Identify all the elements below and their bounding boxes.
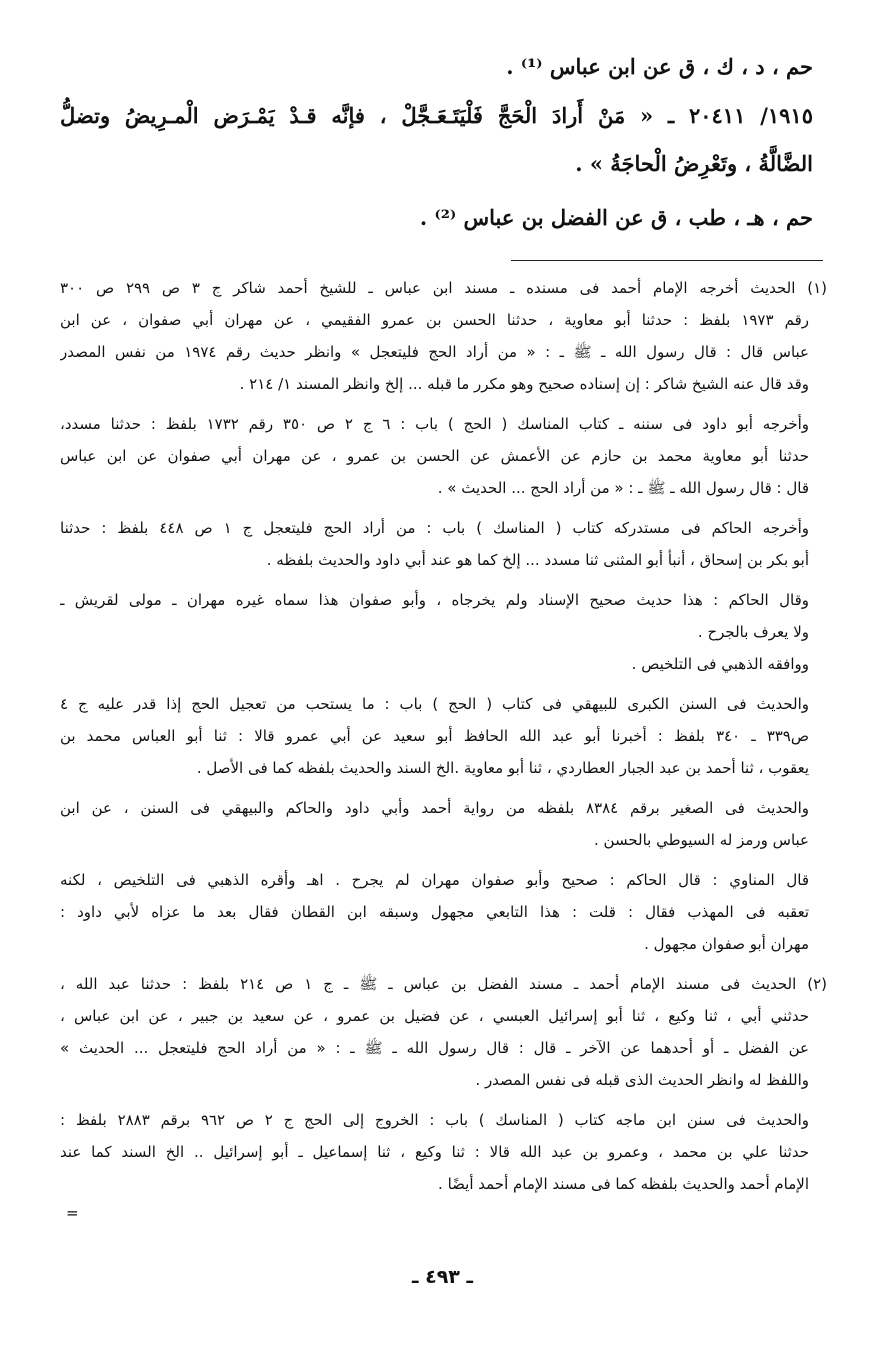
footnote-line: أبو بكر بن إسحاق ، أنبأ أبو المثنى ثنا مسدد ... إلخ كما هو عند أبي داود والحديث بلفظه . bbox=[266, 551, 809, 569]
footnote-line: ص٣٣٩ ـ ٣٤٠ بلفظ : أخبرنا أبو عبد الله الحافظ أبو سعيد عن أبي عمرو قالا : ثنا أبو العباس محمد بن bbox=[60, 727, 809, 745]
footnote-line: حدثني أبي ، ثنا وكيع ، ثنا أبو إسرائيل العبسي ، عن فضيل بن عمرو ، عن سعيد بن جبير ، عن ابن عباس ، bbox=[60, 1007, 809, 1025]
footnote-line: وأخرجه أبو داود فى سننه ـ كتاب المناسك ( الحج ) باب : ٦ ج ٢ ص ٣٥٠ رقم ١٧٣٢ بلفظ : حدثنا مسدد، bbox=[60, 415, 809, 433]
continuation-mark: = bbox=[66, 1204, 79, 1222]
footnote-separator bbox=[511, 260, 823, 261]
footnote-line: يعقوب ، ثنا أحمد بن عبد الجبار العطاردي ، ثنا أبو معاوية .الخ السند والحديث بلفظه كما فى الأصل . bbox=[196, 759, 809, 777]
footnote-line: قال : قال رسول الله ـ ﷺ ـ : « من أراد الحج ... الحديث » . bbox=[437, 479, 809, 497]
footnote-line: حدثنا علي بن محمد ، وعمرو بن عبد الله قالا : ثنا وكيع ، ثنا إسماعيل ـ أبو إسرائيل .. الخ السند كما عند bbox=[60, 1143, 809, 1161]
footnote-line: وقد قال عنه الشيخ شاكر : إن إسناده صحيح وهو مكرر ما قبله ... إلخ وانظر المسند ١/ ٢١٤ . bbox=[239, 375, 809, 393]
source-line-1: حم ، د ، ك ، ق عن ابن عباس ⁽¹⁾ . bbox=[506, 54, 813, 79]
footnote-line: (٢) الحديث فى مسند الإمام أحمد ـ مسند الفضل بن عباس ـ ﷺ ـ ج ١ ص ٢١٤ بلفظ : حدثنا عبد الله ، bbox=[60, 975, 827, 993]
page-number: ـ ٤٩٣ ـ bbox=[411, 1266, 473, 1288]
footnote-line: قال المناوي : قال الحاكم : صحيح وأبو صفوان مهران لم يجرح . اهـ وأقره الذهبي فى التلخيص ، لكنه bbox=[60, 871, 809, 889]
source-line-2: حم ، هـ ، طب ، ق عن الفضل بن عباس ⁽²⁾ . bbox=[419, 205, 813, 230]
footnote-line: ووافقه الذهبي فى التلخيص . bbox=[631, 655, 809, 673]
footnote-line: رقم ١٩٧٣ بلفظ : حدثنا أبو معاوية ، حدثنا الحسن بن عمرو الفقيمي ، عن مهران أبي صفوان ، عن ابن bbox=[60, 311, 809, 329]
footnote-line: واللفظ له وانظر الحديث الذى قبله فى نفس المصدر . bbox=[475, 1071, 809, 1089]
footnote-line: (١) الحديث أخرجه الإمام أحمد فى مسنده ـ مسند ابن عباس ـ للشيخ أحمد شاكر ج ٣ ص ٢٩٩ ص ٣٠٠ bbox=[60, 279, 827, 297]
footnote-line: عباس ورمز له السيوطي بالحسن . bbox=[593, 831, 809, 849]
footnote-line: تعقبه فى المهذب فقال : قلت : هذا التابعي مجهول وسبقه ابن القطان فقال بعد ما عزاه لأبي داود : bbox=[60, 903, 809, 921]
footnote-line: عباس قال : قال رسول الله ـ ﷺ ـ : « من أراد الحج فليتعجل » وانظر حديث رقم ١٩٧٤ من نفس المصدر bbox=[60, 343, 809, 361]
hadith-line-2: الضَّالَّةُ ، وتَعْرِضُ الْحاجَةُ » . bbox=[575, 151, 813, 176]
footnote-line: مهران أبو صفوان مجهول . bbox=[644, 935, 809, 953]
footnote-line: والحديث فى سنن ابن ماجه كتاب ( المناسك ) باب : الخروج إلى الحج ج ٢ ص ٩٦٢ برقم ٢٨٨٣ بلفظ : bbox=[60, 1111, 809, 1129]
footnote-line: والحديث فى الصغير برقم ٨٣٨٤ بلفظه من رواية أحمد وأبي داود والحاكم والبيهقي فى السنن ، عن ابن bbox=[60, 799, 809, 817]
footnote-line: عن الفضل ـ أو أحدهما عن الآخر ـ قال : قال رسول الله ـ ﷺ ـ : « من أراد الحج فليتعجل ... الحديث » bbox=[60, 1039, 809, 1057]
footnote-line: الإمام أحمد والحديث بلفظه كما فى مسند الإمام أحمد أيضًا . bbox=[438, 1175, 809, 1193]
footnote-line: وأخرجه الحاكم فى مستدركه كتاب ( المناسك ) باب : من أراد الحج فليتعجل ج ١ ص ٤٤٨ بلفظ : حدثنا bbox=[60, 519, 809, 537]
footnote-line: والحديث فى السنن الكبرى للبيهقي فى كتاب ( الحج ) باب : ما يستحب من تعجيل الحج إذا قدر عليه ج ٤ bbox=[60, 695, 809, 713]
footnote-line: وقال الحاكم : هذا حديث صحيح الإسناد ولم يخرجاه ، وأبو صفوان هذا سماه غيره مهران ـ مولى لقريش ـ bbox=[60, 591, 809, 609]
footnote-line: حدثنا أبو معاوية محمد بن حازم عن الأعمش عن الحسن بن عمرو ، عن مهران أبي صفوان عن ابن عباس bbox=[60, 447, 809, 465]
footnote-line: ولا يعرف بالجرح . bbox=[697, 623, 809, 641]
hadith-line-1: ١٩١٥/ ٢٠٤١١ ـ « مَنْ أَرادَ الْحَجَّ فَلْيَتَـعَـجَّلْ ، فإنَّه قـدْ يَمْـرَض الْمـرِيضُ وتضلُّ bbox=[60, 103, 813, 128]
